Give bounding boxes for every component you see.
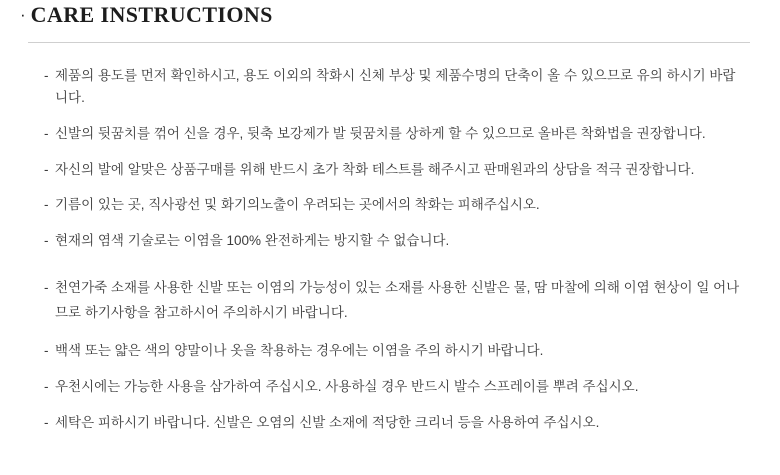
list-item [44, 276, 744, 326]
page-title-text: CARE INSTRUCTIONS [30, 2, 273, 27]
list-bullet-dash: - [44, 343, 49, 359]
list-item [44, 376, 744, 398]
list-item [44, 123, 744, 145]
list-item [44, 230, 744, 252]
list-bullet-dash: - [44, 197, 49, 213]
care-instruction-list-group-1 [44, 65, 744, 252]
list-item-text: 천연가죽 소재를 사용한 신발 또는 이염의 가능성이 있는 소재를 사용한 신발은 물, 땀 마찰에 의해 이염 현상이 일 어나므로 하기사항을 참고하시어 주의하시기 바랍니다. [55, 280, 740, 321]
title-divider [28, 42, 750, 43]
list-item-text: 현재의 염색 기술로는 이염을 100% 완전하게는 방지할 수 없습니다. [55, 233, 450, 249]
list-bullet-dash: - [44, 125, 49, 141]
list-item-text: 자신의 발에 알맞은 상품구매를 위해 반드시 초가 착화 테스트를 해주시고 판매원과의 상담을 적극 권장합니다. [55, 161, 695, 177]
list-item [44, 412, 744, 434]
list-bullet-dash: - [44, 378, 49, 394]
page-title [18, 0, 762, 28]
list-item-text: 제품의 용도를 먼저 확인하시고, 용도 이외의 착화시 신체 부상 및 제품수명의 단축이 올 수 있으므로 유의 하시기 바랍니다. [55, 68, 736, 105]
list-item [44, 159, 744, 181]
list-item-text: 신발의 뒷꿈치를 꺾어 신을 경우, 뒷축 보강제가 발 뒷꿈치를 상하게 할 수 있으므로 올바른 착화법을 권장합니다. [55, 125, 706, 141]
list-item [44, 194, 744, 216]
list-item-text: 기름이 있는 곳, 직사광선 및 화기의노출이 우려되는 곳에서의 착화는 피해주십시오. [55, 197, 540, 213]
list-bullet-dash: - [44, 280, 49, 296]
care-instruction-list-group-2 [44, 276, 744, 434]
list-bullet-dash: - [44, 414, 49, 430]
list-item-text: 세탁은 피하시기 바랍니다. 신발은 오염의 신발 소재에 적당한 크리너 등을 사용하여 주십시오. [55, 414, 600, 430]
list-item [44, 340, 744, 362]
list-item [44, 65, 744, 109]
list-bullet-dash: - [44, 68, 49, 83]
list-item-text: 우천시에는 가능한 사용을 삼가하여 주십시오. 사용하실 경우 반드시 발수 스프레이를 뿌려 주십시오. [55, 378, 639, 394]
list-bullet-dash: - [44, 233, 49, 249]
list-bullet-dash: - [44, 161, 49, 177]
bullet-icon: · [20, 5, 26, 24]
list-item-text: 백색 또는 얇은 색의 양말이나 옷을 착용하는 경우에는 이염을 주의 하시기 바랍니다. [55, 343, 544, 359]
